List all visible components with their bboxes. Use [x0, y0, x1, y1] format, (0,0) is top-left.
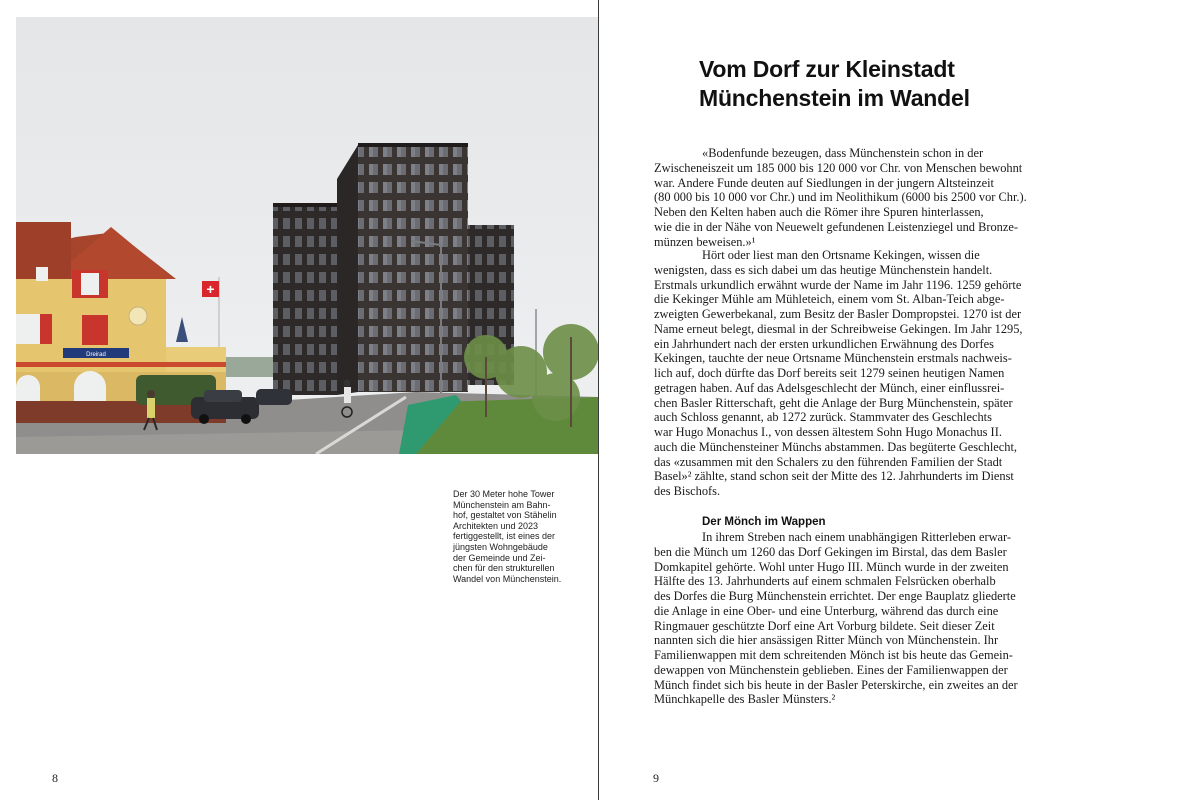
paragraph-3 [654, 530, 1054, 707]
text-line: nannten sich die hier ansässigen Ritter Münch von Münchenstein. Ihr [654, 633, 999, 648]
caption-line: jüngsten Wohngebäude [453, 541, 548, 552]
text-line: Familienwappen mit dem schreitenden Mönch ist bis heute das Gemein- [654, 648, 1013, 662]
text-line: (80 000 bis 10 000 vor Chr.) und im Neolithikum (6000 bis 2500 vor Chr.). [654, 190, 1027, 205]
article-title [699, 55, 970, 113]
text-line: war Hugo Monachus I., von dessen ältestem Sohn Hugo Monachus II. [654, 425, 1002, 439]
text-line: Domkapitel gehörte. Wohl unter Hugo III. Münch wurde in der zweiten [654, 559, 1009, 574]
text-line: münzen beweisen.»¹ [654, 234, 756, 249]
text-line: getragen haben. Auf das Adelsgeschlecht der Münch, einer einflussrei- [654, 380, 1005, 395]
tower-photo-illustration [16, 17, 598, 454]
text-line: war. Andere Funde deuten auf Siedlungen in der jungern Altsteinzeit [654, 175, 994, 190]
text-line: auch die Münchensteiner Münchs abstammen. Das begüterte Geschlecht, [654, 439, 1017, 454]
tower-photo [16, 17, 598, 454]
page-number-right: 9 [653, 771, 659, 785]
text-line: Neben den Kelten haben auch die Römer ihre Spuren hinterlassen, [654, 205, 984, 219]
text-line: Basel»² zählte, stand schon seit der Mitte des 12. Jahrhunderts im Dienst [654, 469, 1014, 484]
photo-caption [453, 489, 578, 584]
page-number-left: 8 [52, 771, 58, 785]
text-line: die Anlage in eine Ober- und eine Unterburg, während das durch eine [654, 603, 999, 618]
text-line: chen Basler Ritterschaft, geht die Anlage der Burg Münchenstein, später [654, 395, 1013, 410]
text-line: des Dorfes die Burg Münchenstein errichtet. Der enge Bauplatz gliederte [654, 589, 1016, 603]
text-line: Hälfte des 13. Jahrhunderts auf einem schmalen Felsrücken oberhalb [654, 574, 996, 589]
swiss-flag-cross: + [206, 281, 215, 297]
text-line: ben die Münch um 1260 das Dorf Gekingen im Birstal, das dem Basler [654, 544, 1007, 559]
right-page [599, 0, 1199, 800]
text-line: ein Jahrhundert nach der ersten urkundlichen Erwähnung des Dorfes [654, 336, 994, 351]
text-line: Münchkapelle des Basler Münsters.² [654, 692, 836, 707]
text-line: Name erneut belegt, diesmal in der Schreibweise Gekingen. Im Jahr 1295, [654, 321, 1023, 336]
text-line: auch Schloss genannt, ab 1272 zurück. Stammvater des Geschlechts [654, 410, 992, 425]
text-line: In ihrem Streben nach einem unabhängigen Ritterleben erwar- [702, 530, 1012, 544]
text-line: wenigsten, dass es sich dabei um das heutige Münchenstein handelt. [654, 262, 993, 277]
text-line: Kekingen, tauchte der neue Ortsname Münchenstein erstmals nachweis- [654, 351, 1012, 366]
caption-line: Architekten und 2023 [453, 520, 539, 531]
paragraph-1 [654, 146, 1054, 249]
caption-line: chen für den strukturellen [453, 563, 555, 574]
text-line: Zwischeneiszeit um 185 000 bis 120 000 vor Chr. von Menschen bewohnt [654, 160, 1023, 175]
caption-line: der Gemeinde und Zei- [453, 552, 546, 563]
title-line: Vom Dorf zur Kleinstadt [699, 56, 955, 82]
paragraph-2 [654, 248, 1054, 499]
text-line: Hört oder liest man den Ortsname Kekingen, wissen die [702, 248, 980, 262]
restaurant-sign: Dreirad [86, 352, 106, 358]
text-line: des Bischofs. [654, 484, 721, 498]
section-subheading: Der Mönch im Wappen [702, 516, 826, 528]
text-line: «Bodenfunde bezeugen, dass Münchenstein schon in der [702, 146, 984, 160]
caption-line: fertiggestellt, ist eines der [453, 531, 556, 542]
text-line: Münch findet sich bis heute in der Basler Peterskirche, ein zweites an der [654, 677, 1018, 692]
text-line: Erstmals urkundlich erwähnt wurde der Name im Jahr 1196. 1259 gehörte [654, 277, 1022, 292]
text-line: zweigten Gewerbekanal, zum Besitz der Basler Dompropstei. 1270 ist der [654, 307, 1022, 321]
left-page [0, 0, 598, 800]
text-line: dewappen von Münchenstein geblieben. Eines der Familienwappen der [654, 662, 1008, 677]
text-line: die Kekinger Mühle am Mühleteich, einem vom St. Alban-Teich abge- [654, 292, 1005, 307]
caption-line: Der 30 Meter hohe Tower [453, 489, 555, 499]
text-line: wie die in der Nähe von Neuewelt gefundenen Leistenziegel und Bronze- [654, 219, 1019, 234]
text-line: lich auf, doch dürfte das Dorf bereits seit 1279 seinen heutigen Namen [654, 366, 1005, 380]
caption-line: hof, gestaltet von Stähelin [453, 510, 557, 521]
caption-line: Münchenstein am Bahn- [453, 499, 551, 510]
text-line: Ringmauer geschützte Dorf eine Art Vorburg bildete. Seit dieser Zeit [654, 618, 995, 633]
title-line: Münchenstein im Wandel [699, 85, 970, 111]
text-line: das «zusammen mit den Schalers zu den führenden Familien der Stadt [654, 454, 1003, 469]
caption-line: Wandel von Münchenstein. [453, 573, 562, 584]
